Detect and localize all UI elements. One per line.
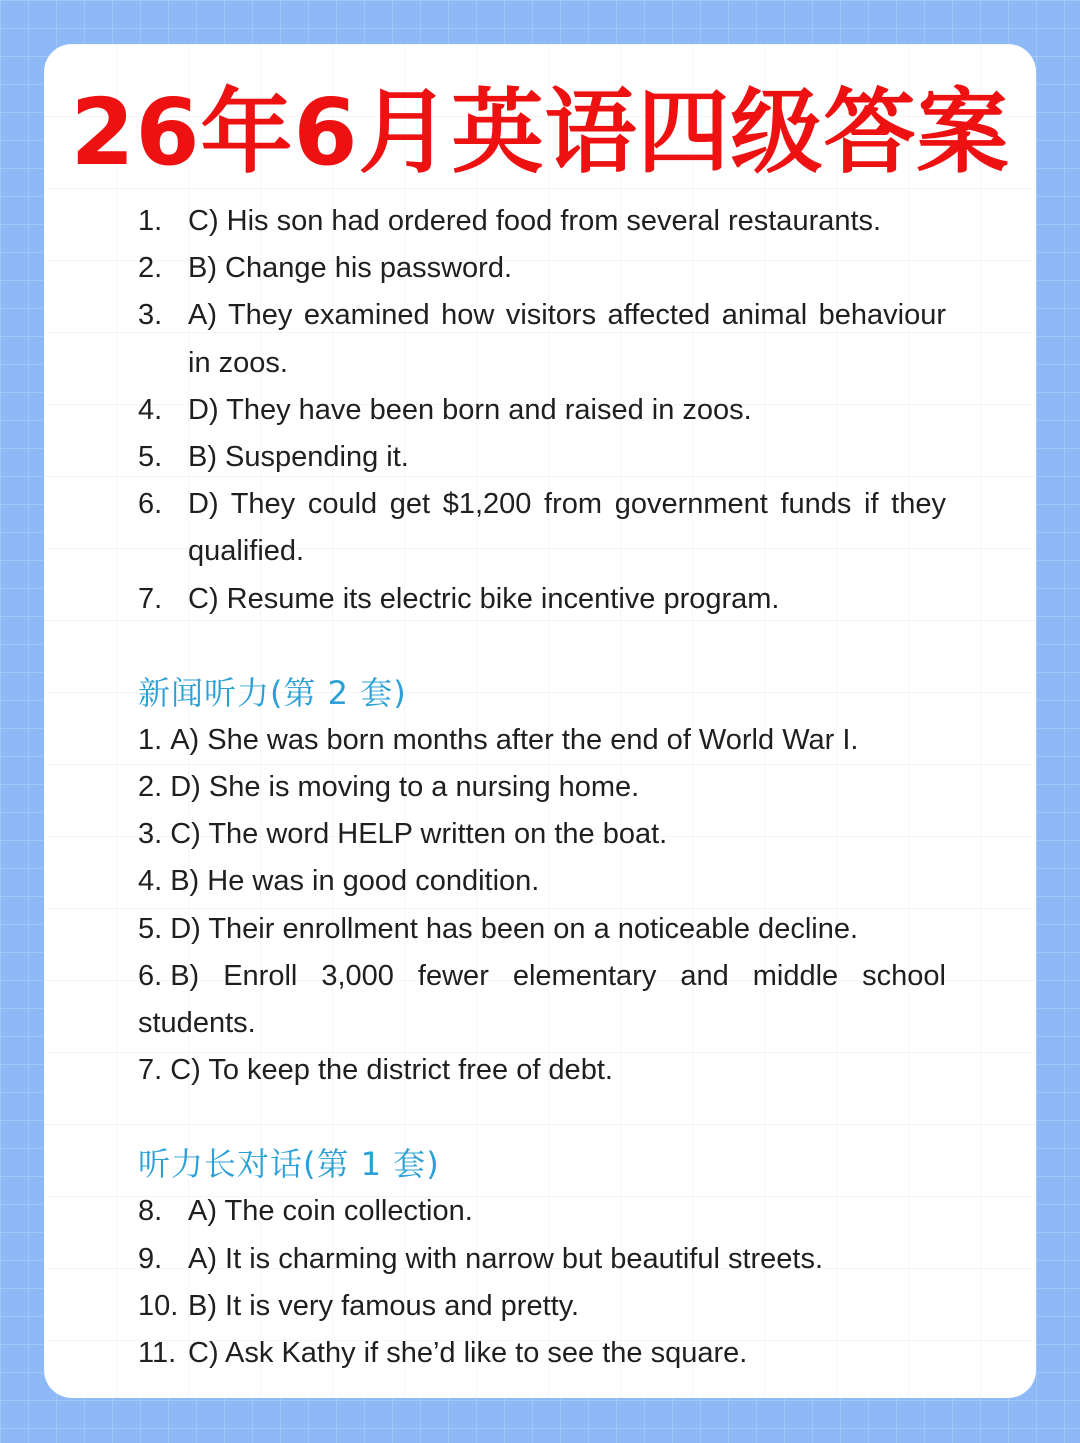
item-text: D) They could get $1,200 from government funds if they qualified. (188, 488, 946, 568)
item-text: C) Resume its electric bike incentive program. (188, 582, 780, 615)
list-item (138, 858, 946, 905)
item-number: 2. (138, 771, 163, 804)
list-item (138, 1330, 946, 1377)
item-number: 5. (138, 441, 163, 474)
list-item (138, 576, 946, 623)
list-item (138, 717, 946, 764)
item-number: 11. (138, 1337, 177, 1370)
list-item (138, 1188, 946, 1235)
list-item (138, 387, 946, 434)
item-text: C) Ask Kathy if she’d like to see the square. (188, 1337, 748, 1370)
item-text: B) It is very famous and pretty. (188, 1289, 580, 1322)
item-text: B) He was in good condition. (170, 865, 540, 898)
list-item (138, 245, 946, 292)
item-number: 6. (138, 488, 163, 521)
list-item (138, 811, 946, 858)
item-text: C) The word HELP written on the boat. (170, 818, 668, 851)
section-3-list (138, 1188, 946, 1377)
list-item (138, 906, 946, 953)
item-text: D) Their enrollment has been on a noticeable decline. (170, 912, 859, 945)
list-item (138, 434, 946, 481)
list-item (138, 1047, 946, 1094)
list-item (138, 1283, 946, 1330)
item-number: 4. (138, 865, 163, 898)
item-text: D) She is moving to a nursing home. (170, 771, 640, 804)
item-number: 3. (138, 299, 163, 332)
item-text: B) Change his password. (188, 252, 512, 285)
item-number: 10. (138, 1289, 179, 1322)
item-number: 4. (138, 393, 163, 426)
answer-content (138, 198, 946, 1377)
section-heading-news-listening: 新闻听力(第 2 套) (138, 673, 407, 712)
list-item (138, 198, 946, 245)
item-text: A) It is charming with narrow but beautiful streets. (188, 1242, 824, 1275)
answer-card (44, 44, 1036, 1398)
item-text: C) To keep the district free of debt. (170, 1054, 613, 1087)
item-number: 7. (138, 1054, 163, 1087)
list-item (138, 953, 946, 1047)
list-item (138, 764, 946, 811)
item-text: B) Suspending it. (188, 441, 409, 474)
item-number: 1. (138, 723, 163, 756)
item-text: D) They have been born and raised in zoos. (188, 393, 752, 426)
item-number: 1. (138, 205, 163, 237)
item-text: A) They examined how visitors affected animal behaviour in zoos. (188, 299, 946, 379)
item-number: 9. (138, 1242, 163, 1275)
item-text: C) His son had ordered food from several restaurants. (188, 205, 882, 237)
list-item (138, 481, 946, 575)
item-number: 6. (138, 959, 163, 992)
item-text: A) She was born months after the end of World War I. (170, 723, 859, 756)
item-number: 2. (138, 252, 163, 285)
list-item (138, 1236, 946, 1283)
section-1-list (138, 198, 946, 623)
item-number: 8. (138, 1195, 163, 1228)
item-number: 5. (138, 912, 163, 945)
page-title: 26年6月英语四级答案 (70, 79, 1010, 186)
list-item (138, 292, 946, 386)
section-2-list (138, 717, 946, 1095)
item-number: 3. (138, 818, 163, 851)
item-text: A) The coin collection. (188, 1195, 473, 1228)
item-number: 7. (138, 582, 163, 615)
item-text: B) Enroll 3,000 fewer elementary and middle school students. (138, 959, 946, 1040)
section-heading-long-conversation: 听力长对话(第 1 套) (138, 1145, 440, 1184)
